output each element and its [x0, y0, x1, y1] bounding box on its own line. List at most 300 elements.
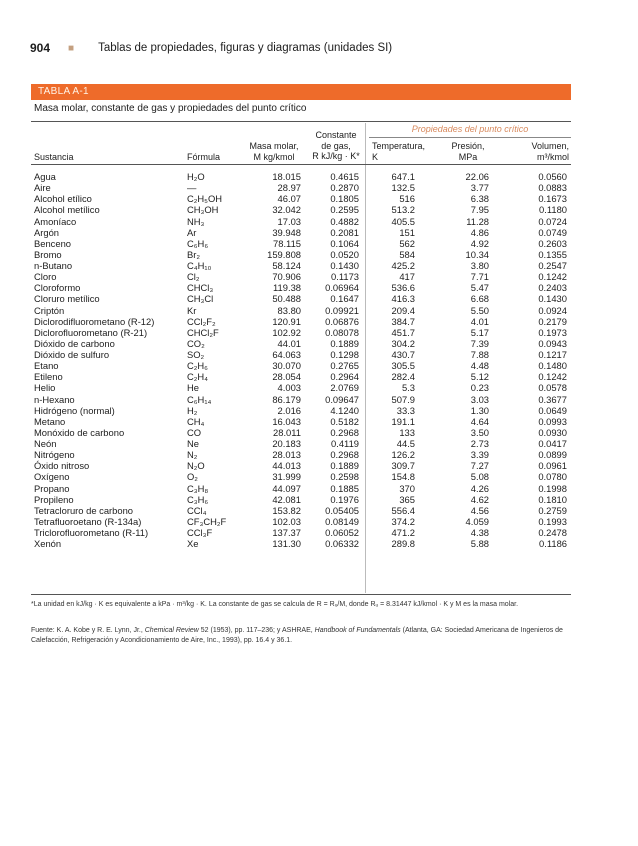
- pressure-cell: 3.39: [470, 449, 489, 461]
- substance-cell: Etileno: [34, 371, 63, 383]
- formula-cell: Xe: [187, 538, 199, 550]
- table-row: [0, 483, 638, 494]
- table-row: [0, 438, 638, 449]
- table-footnote: *La unidad en kJ/kg · K es equivalente a kPa · m³/kg · K. La constante de gas se calcula de R = Rᵤ/M, donde Rᵤ = 8.31447 kJ/kmol · K y M es la masa molar.: [31, 601, 519, 608]
- col-header-molar-mass: [238, 141, 310, 162]
- table-row: [0, 293, 638, 304]
- col-header-volume-line2: m³/kmol: [537, 151, 569, 162]
- critical-group-title: Propiedades del punto crítico: [411, 124, 529, 134]
- table-row: [0, 394, 638, 405]
- table-row: [0, 516, 638, 527]
- volume-cell: 0.0930: [538, 426, 567, 438]
- gas-constant-cell: 0.1889: [330, 460, 359, 472]
- temperature-cell: 282.4: [391, 371, 415, 383]
- gas-constant-cell: 0.2595: [330, 204, 359, 216]
- col-header-pressure-line2: MPa: [458, 151, 478, 162]
- temperature-cell: 556.4: [391, 504, 415, 516]
- gas-constant-cell: 0.4615: [330, 171, 359, 182]
- substance-cell: Monóxido de carbono: [34, 426, 125, 438]
- table-bottom-rule: [31, 594, 571, 595]
- col-header-volume-line1: Volumen,: [531, 141, 569, 151]
- pressure-cell: 10.34: [465, 248, 489, 260]
- formula-cell: CO₂: [187, 337, 205, 349]
- formula-cell: H₂: [187, 404, 198, 416]
- temperature-cell: 370: [399, 482, 415, 494]
- formula-cell: SO₂: [187, 349, 205, 360]
- volume-cell: 0.0883: [538, 182, 567, 194]
- temperature-cell: 151: [399, 226, 415, 238]
- gas-constant-cell: 0.09647: [325, 393, 359, 405]
- table-label: TABLA A-1: [38, 86, 89, 97]
- pressure-cell: 7.95: [470, 204, 489, 216]
- substance-cell: Etano: [34, 360, 59, 372]
- table-row: [0, 238, 638, 249]
- temperature-cell: 191.1: [391, 415, 415, 427]
- gas-constant-cell: 0.06332: [325, 538, 359, 550]
- molar-mass-cell: 32.042: [272, 204, 301, 216]
- volume-cell: 0.0993: [538, 415, 567, 427]
- gas-constant-cell: 2.0769: [330, 382, 359, 394]
- temperature-cell: 33.3: [396, 404, 415, 416]
- volume-cell: 0.1217: [538, 349, 567, 360]
- volume-cell: 0.3677: [538, 393, 567, 405]
- volume-cell: 0.1242: [538, 271, 567, 283]
- formula-cell: CHCl₃: [187, 282, 214, 294]
- temperature-cell: 416.3: [391, 293, 415, 305]
- temperature-cell: 374.2: [391, 515, 415, 527]
- formula-cell: N₂O: [187, 460, 205, 472]
- molar-mass-cell: 42.081: [272, 493, 301, 505]
- gas-constant-cell: 0.4119: [331, 438, 359, 449]
- molar-mass-cell: 20.183: [272, 438, 301, 449]
- molar-mass-cell: 64.063: [272, 349, 301, 360]
- temperature-cell: 309.7: [391, 460, 415, 472]
- gas-constant-cell: 0.06052: [325, 527, 359, 538]
- volume-cell: 0.2603: [538, 237, 567, 249]
- table-row: [0, 271, 638, 282]
- substance-cell: Propileno: [34, 493, 74, 505]
- gas-constant-cell: 0.2081: [330, 226, 359, 238]
- formula-cell: C₂H₆: [187, 360, 208, 372]
- table-row: [0, 382, 638, 393]
- table-label-banner: [31, 84, 571, 100]
- formula-cell: Ar: [187, 226, 197, 238]
- table-row: [0, 227, 638, 238]
- temperature-cell: 647.1: [391, 171, 415, 182]
- molar-mass-cell: 58.124: [272, 260, 301, 271]
- source-tail: (Atlanta, GA: Sociedad Americana de Ingenieros de Calefacción, Refrigeración y Acondicionamiento de Aire, Inc., 1993), pp. 16.4 y 36.1.: [31, 627, 563, 644]
- substance-cell: Tetracloruro de carbono: [34, 504, 134, 516]
- gas-constant-cell: 0.06876: [325, 315, 359, 327]
- temperature-cell: 562: [399, 237, 415, 249]
- table-header-rule: [31, 164, 571, 165]
- pressure-cell: 7.39: [470, 337, 489, 349]
- table-row: [0, 371, 638, 382]
- gas-constant-cell: 0.08078: [325, 326, 359, 338]
- formula-cell: O₂: [187, 471, 198, 483]
- col-header-temperature-line1: Temperatura,: [372, 141, 426, 151]
- gas-constant-cell: 0.2598: [330, 471, 359, 483]
- pressure-cell: 6.68: [470, 293, 489, 305]
- volume-cell: 0.1673: [538, 193, 567, 205]
- gas-constant-cell: 0.1885: [330, 482, 359, 494]
- temperature-cell: 536.6: [391, 282, 415, 294]
- pressure-cell: 3.77: [470, 182, 489, 194]
- table-row: [0, 249, 638, 260]
- pressure-cell: 4.48: [470, 360, 489, 372]
- table-row: [0, 416, 638, 427]
- table-row: [0, 349, 638, 360]
- table-body: [0, 171, 638, 549]
- pressure-cell: 5.50: [470, 304, 489, 316]
- formula-cell: C₂H₄: [187, 371, 209, 383]
- molar-mass-cell: 83.80: [277, 304, 301, 316]
- molar-mass-cell: 78.115: [273, 237, 301, 249]
- volume-cell: 0.1355: [538, 248, 567, 260]
- table-row: [0, 260, 638, 271]
- gas-constant-cell: 0.1889: [330, 337, 359, 349]
- molar-mass-cell: 30.070: [272, 360, 301, 372]
- substance-cell: n-Butano: [34, 260, 73, 271]
- pressure-cell: 2.73: [470, 438, 489, 449]
- formula-cell: CO: [187, 426, 202, 438]
- molar-mass-cell: 28.011: [273, 426, 301, 438]
- substance-cell: Cloruro metílico: [34, 293, 100, 305]
- pressure-cell: 4.38: [470, 527, 489, 538]
- volume-cell: 0.1186: [539, 538, 567, 550]
- formula-cell: C₂H₅OH: [187, 193, 223, 205]
- col-header-gas-constant-line2: de gas,: [321, 140, 351, 151]
- table-row: [0, 460, 638, 471]
- table-row: [0, 282, 638, 293]
- molar-mass-cell: 86.179: [272, 393, 301, 405]
- temperature-cell: 584: [399, 248, 415, 260]
- volume-cell: 0.0649: [538, 404, 567, 416]
- temperature-cell: 417: [399, 271, 415, 283]
- temperature-cell: 209.4: [391, 304, 415, 316]
- pressure-cell: 4.01: [470, 315, 489, 327]
- substance-cell: Xenón: [34, 538, 62, 550]
- formula-cell: Cl₂: [187, 271, 200, 283]
- substance-cell: Óxido nitroso: [34, 460, 90, 472]
- molar-mass-cell: 28.013: [272, 449, 301, 461]
- gas-constant-cell: 4.1240: [330, 404, 359, 416]
- gas-constant-cell: 0.09921: [325, 304, 359, 316]
- substance-cell: Helio: [34, 382, 56, 394]
- formula-cell: C₃H₈: [187, 482, 209, 494]
- pressure-cell: 3.80: [470, 260, 489, 271]
- gas-constant-cell: 0.2964: [330, 371, 359, 383]
- substance-cell: Triclorofluorometano (R-11): [34, 527, 149, 538]
- temperature-cell: 507.9: [391, 393, 415, 405]
- table-row: [0, 216, 638, 227]
- pressure-cell: 4.059: [465, 515, 489, 527]
- col-header-molar-mass-line1: Masa molar,: [249, 141, 299, 151]
- substance-cell: Diclorofluorometano (R-21): [34, 326, 148, 338]
- molar-mass-cell: 46.07: [277, 193, 301, 205]
- col-header-temperature: [372, 141, 425, 162]
- formula-cell: CCl₃F: [187, 527, 213, 538]
- formula-cell: Kr: [187, 304, 197, 316]
- temperature-cell: 133: [399, 426, 415, 438]
- table-row: [0, 182, 638, 193]
- volume-cell: 0.1180: [539, 204, 567, 216]
- temperature-cell: 44.5: [396, 438, 415, 449]
- substance-cell: Tetrafluoroetano (R-134a): [34, 515, 142, 527]
- substance-cell: Cloroformo: [34, 282, 81, 294]
- formula-cell: CH₃OH: [187, 204, 219, 216]
- temperature-cell: 132.5: [391, 182, 415, 194]
- col-header-pressure: [444, 141, 492, 162]
- substance-cell: Bromo: [34, 248, 62, 260]
- table-row: [0, 327, 638, 338]
- gas-constant-cell: 0.1173: [331, 271, 359, 283]
- volume-cell: 0.1998: [538, 482, 567, 494]
- pressure-cell: 4.56: [470, 504, 489, 516]
- volume-cell: 0.1810: [538, 493, 567, 505]
- formula-cell: Ne: [187, 438, 199, 449]
- volume-cell: 0.2403: [538, 282, 567, 294]
- formula-cell: CF₃CH₂F: [187, 515, 227, 527]
- temperature-cell: 384.7: [391, 315, 415, 327]
- source-lead: Fuente: K. A. Kobe y R. E. Lynn, Jr.,: [31, 627, 145, 634]
- table-top-rule: [31, 121, 571, 122]
- col-header-gas-constant-line1: Constante: [315, 130, 357, 140]
- formula-cell: C₃H₆: [187, 493, 209, 505]
- pressure-cell: 0.23: [470, 382, 489, 394]
- col-header-gas-constant: [305, 130, 367, 162]
- formula-cell: CCl₂F₂: [187, 315, 216, 327]
- volume-cell: 0.0578: [538, 382, 567, 394]
- molar-mass-cell: 131.30: [272, 538, 301, 550]
- substance-cell: Neón: [34, 438, 57, 449]
- pressure-cell: 5.17: [470, 326, 489, 338]
- table-row: [0, 193, 638, 204]
- molar-mass-cell: 153.82: [272, 504, 301, 516]
- pressure-cell: 3.50: [470, 426, 489, 438]
- volume-cell: 0.0749: [538, 226, 567, 238]
- formula-cell: N₂: [187, 449, 198, 461]
- temperature-cell: 516: [399, 193, 415, 205]
- substance-cell: Amoníaco: [34, 215, 77, 227]
- formula-cell: C₆H₁₄: [187, 393, 212, 405]
- formula-cell: He: [187, 382, 199, 394]
- volume-cell: 0.1430: [538, 293, 567, 305]
- temperature-cell: 430.7: [391, 349, 415, 360]
- volume-cell: 0.0961: [538, 460, 567, 472]
- gas-constant-cell: 0.1430: [330, 260, 359, 271]
- substance-cell: Nitrógeno: [34, 449, 75, 461]
- col-header-pressure-line1: Presión,: [451, 141, 485, 151]
- molar-mass-cell: 137.37: [272, 527, 301, 538]
- pressure-cell: 4.92: [470, 237, 489, 249]
- pressure-cell: 7.27: [470, 460, 489, 472]
- pressure-cell: 4.86: [470, 226, 489, 238]
- formula-cell: NH₃: [187, 215, 205, 227]
- table-row: [0, 204, 638, 215]
- table-row: [0, 449, 638, 460]
- volume-cell: 0.0924: [538, 304, 567, 316]
- table-row: [0, 316, 638, 327]
- gas-constant-cell: 0.1647: [330, 293, 359, 305]
- molar-mass-cell: 2.016: [277, 404, 301, 416]
- gas-constant-cell: 0.2968: [330, 449, 359, 461]
- formula-cell: CH₃Cl: [187, 293, 214, 305]
- gas-constant-cell: 0.1064: [330, 237, 359, 249]
- temperature-cell: 126.2: [391, 449, 415, 461]
- pressure-cell: 1.30: [470, 404, 489, 416]
- gas-constant-cell: 0.08149: [325, 515, 359, 527]
- volume-cell: 0.1973: [538, 326, 567, 338]
- formula-cell: CHCl₂F: [187, 326, 219, 338]
- gas-constant-cell: 0.06964: [325, 282, 359, 294]
- formula-cell: CCl₄: [187, 504, 207, 516]
- formula-cell: C₆H₆: [187, 237, 209, 249]
- gas-constant-cell: 0.1805: [330, 193, 359, 205]
- volume-cell: 0.0560: [538, 171, 567, 182]
- temperature-cell: 305.5: [391, 360, 415, 372]
- table-row: [0, 405, 638, 416]
- substance-cell: Hidrógeno (normal): [34, 404, 115, 416]
- source-mid: 52 (1953), pp. 117–236; y ASHRAE,: [198, 627, 315, 634]
- running-header: [30, 40, 590, 56]
- source-journal: Chemical Review: [144, 627, 199, 634]
- substance-cell: Argón: [34, 226, 60, 238]
- pressure-cell: 4.62: [470, 493, 489, 505]
- molar-mass-cell: 120.91: [272, 315, 301, 327]
- volume-cell: 0.1993: [538, 515, 567, 527]
- molar-mass-cell: 50.488: [272, 293, 301, 305]
- volume-cell: 0.0780: [538, 471, 567, 483]
- critical-group-rule: [369, 137, 571, 138]
- formula-cell: H₂O: [187, 171, 205, 182]
- formula-cell: —: [187, 182, 197, 194]
- table-row: [0, 360, 638, 371]
- temperature-cell: 5.3: [401, 382, 415, 394]
- substance-cell: Aire: [34, 182, 51, 194]
- table-row: [0, 494, 638, 505]
- pressure-cell: 4.64: [470, 415, 489, 427]
- molar-mass-cell: 39.948: [272, 226, 301, 238]
- table-row: [0, 505, 638, 516]
- col-header-formula: Fórmula: [187, 152, 221, 162]
- table-row: [0, 538, 638, 549]
- molar-mass-cell: 31.999: [272, 471, 301, 483]
- volume-cell: 0.0899: [538, 449, 567, 461]
- substance-cell: Diclorodifluorometano (R-12): [34, 315, 155, 327]
- substance-cell: Alcohol metílico: [34, 204, 100, 216]
- molar-mass-cell: 119.38: [273, 282, 301, 294]
- table-row: [0, 427, 638, 438]
- formula-cell: C₄H₁₀: [187, 260, 212, 271]
- substance-cell: Metano: [34, 415, 66, 427]
- volume-cell: 0.0724: [538, 215, 567, 227]
- substance-cell: Propano: [34, 482, 70, 494]
- temperature-cell: 304.2: [391, 337, 415, 349]
- volume-cell: 0.2759: [538, 504, 567, 516]
- gas-constant-cell: 0.2765: [330, 360, 359, 372]
- formula-cell: CH₄: [187, 415, 205, 427]
- volume-cell: 0.2179: [538, 315, 567, 327]
- molar-mass-cell: 16.043: [272, 415, 301, 427]
- temperature-cell: 425.2: [391, 260, 415, 271]
- gas-constant-cell: 0.0520: [330, 248, 359, 260]
- header-title: Tablas de propiedades, figuras y diagramas (unidades SI): [98, 42, 393, 54]
- gas-constant-cell: 0.2870: [330, 182, 359, 194]
- substance-cell: n-Hexano: [34, 393, 75, 405]
- col-header-gas-constant-line3: R kJ/kg · K*: [312, 151, 360, 161]
- molar-mass-cell: 44.01: [277, 337, 301, 349]
- substance-cell: Cloro: [34, 271, 57, 283]
- header-separator-icon: ■: [68, 42, 75, 54]
- formula-cell: Br₂: [187, 248, 201, 260]
- gas-constant-cell: 0.4882: [330, 215, 359, 227]
- molar-mass-cell: 44.013: [272, 460, 301, 472]
- volume-cell: 0.2547: [538, 260, 567, 271]
- col-header-substance: Sustancia: [34, 152, 74, 162]
- temperature-cell: 365: [399, 493, 415, 505]
- table-row: [0, 171, 638, 182]
- table-caption: Masa molar, constante de gas y propiedades del punto crítico: [34, 103, 307, 114]
- molar-mass-cell: 4.003: [277, 382, 301, 394]
- substance-cell: Agua: [34, 171, 56, 182]
- volume-cell: 0.2478: [538, 527, 567, 538]
- table-row: [0, 305, 638, 316]
- pressure-cell: 5.88: [470, 538, 489, 550]
- substance-cell: Criptón: [34, 304, 65, 316]
- molar-mass-cell: 44.097: [272, 482, 301, 494]
- gas-constant-cell: 0.2968: [330, 426, 359, 438]
- pressure-cell: 7.71: [470, 271, 489, 283]
- pressure-cell: 11.28: [466, 215, 489, 227]
- col-header-volume: [510, 141, 569, 162]
- temperature-cell: 405.5: [391, 215, 415, 227]
- table-row: [0, 527, 638, 538]
- temperature-cell: 471.2: [391, 527, 415, 538]
- molar-mass-cell: 102.92: [272, 326, 301, 338]
- table-row: [0, 471, 638, 482]
- volume-cell: 0.0417: [538, 438, 567, 449]
- pressure-cell: 22.06: [465, 171, 489, 182]
- substance-cell: Benceno: [34, 237, 72, 249]
- gas-constant-cell: 0.1976: [330, 493, 359, 505]
- molar-mass-cell: 28.054: [272, 371, 301, 383]
- volume-cell: 0.1480: [538, 360, 567, 372]
- volume-cell: 0.1242: [538, 371, 567, 383]
- substance-cell: Dióxido de carbono: [34, 337, 115, 349]
- pressure-cell: 5.08: [470, 471, 489, 483]
- molar-mass-cell: 70.906: [272, 271, 301, 283]
- gas-constant-cell: 0.5182: [330, 415, 359, 427]
- gas-constant-cell: 0.1298: [330, 349, 359, 360]
- molar-mass-cell: 159.808: [267, 248, 301, 260]
- col-header-molar-mass-line2: M kg/kmol: [253, 151, 295, 162]
- molar-mass-cell: 102.03: [272, 515, 301, 527]
- table-row: [0, 338, 638, 349]
- col-header-temperature-line2: K: [372, 151, 379, 162]
- pressure-cell: 6.38: [470, 193, 489, 205]
- substance-cell: Alcohol etílico: [34, 193, 92, 205]
- pressure-cell: 5.47: [470, 282, 489, 294]
- molar-mass-cell: 18.015: [272, 171, 301, 182]
- page-number: 904: [30, 41, 51, 55]
- pressure-cell: 5.12: [470, 371, 489, 383]
- temperature-cell: 451.7: [391, 326, 415, 338]
- pressure-cell: 7.88: [470, 349, 489, 360]
- molar-mass-cell: 28.97: [277, 182, 301, 194]
- gas-constant-cell: 0.05405: [325, 504, 359, 516]
- temperature-cell: 154.8: [391, 471, 415, 483]
